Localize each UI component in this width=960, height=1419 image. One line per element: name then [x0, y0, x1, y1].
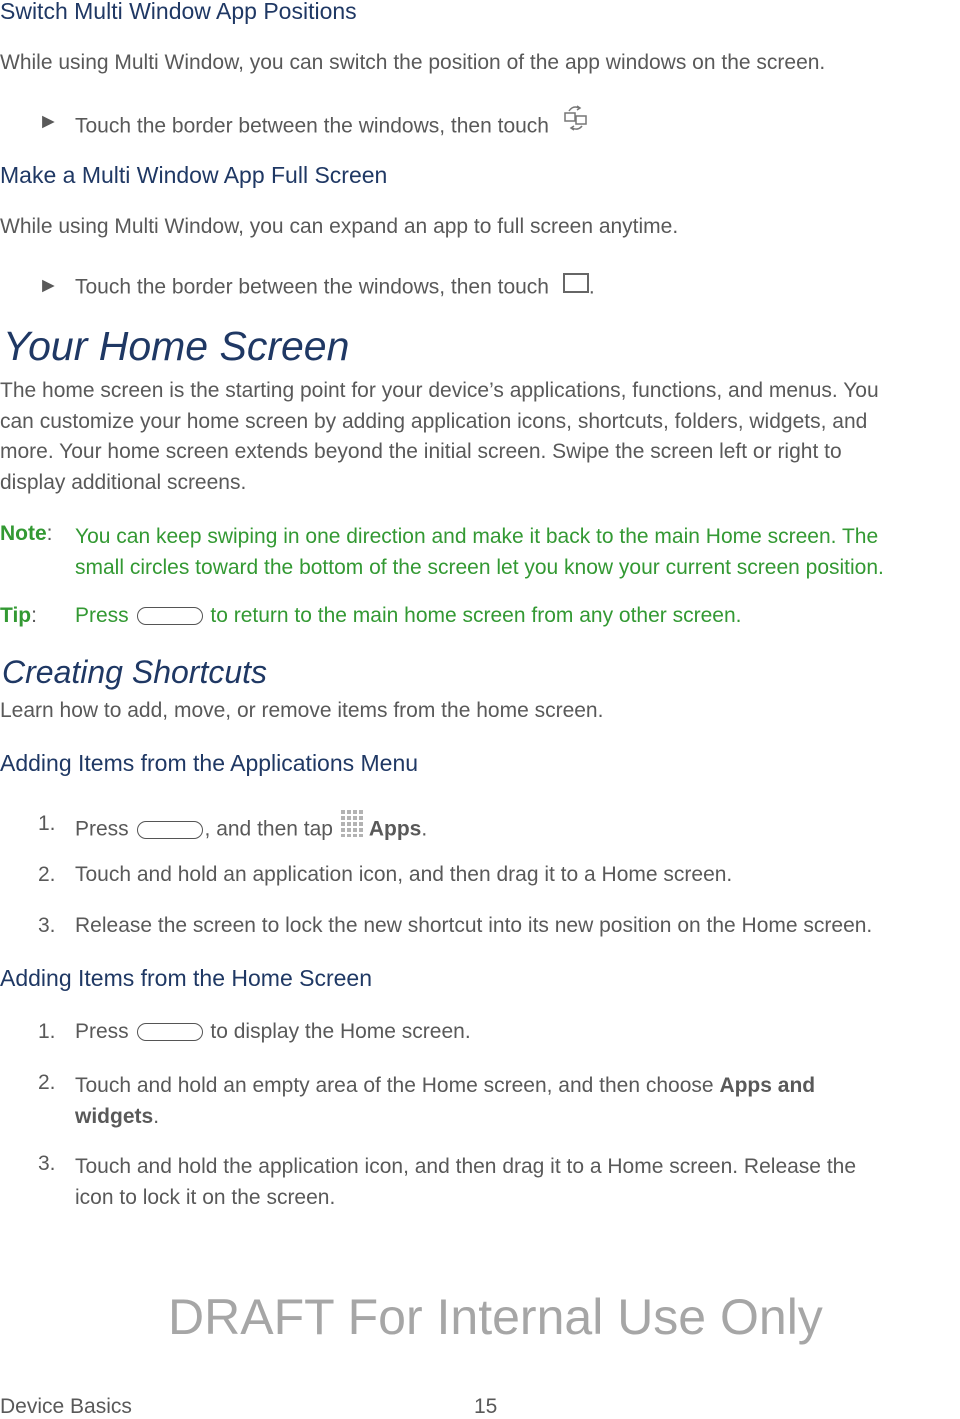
tip-text	[75, 604, 741, 628]
section-title-full-screen: Make a Multi Window App Full Screen	[0, 162, 388, 188]
home-intro	[0, 376, 960, 498]
switch-windows-icon	[563, 104, 589, 138]
step-text: Touch and hold an empty area of the Home screen, and then choose	[75, 1074, 714, 1097]
step-before: Press	[75, 1020, 129, 1043]
home-intro-line: can customize your home screen by adding application icons, shortcuts, folders, widgets, and	[0, 409, 868, 433]
step-number: 2.	[38, 863, 56, 886]
shortcuts-intro: Learn how to add, move, or remove items from the home screen.	[0, 699, 604, 722]
step-number: 1.	[38, 812, 56, 835]
home-intro-line: display additional screens.	[0, 470, 247, 494]
apps-menu-step-3: Release the screen to lock the new shortcut into its new position on the Home screen.	[75, 914, 873, 937]
note-label-wrap	[0, 522, 53, 546]
step-line	[75, 1071, 815, 1102]
page-heading-home-screen: Your Home Screen	[3, 323, 350, 369]
home-intro-line: more. Your home screen extends beyond the initial screen. Swipe the screen left or right to	[0, 440, 842, 463]
step-number: 3.	[38, 1152, 56, 1175]
bullet-switch-positions	[75, 110, 589, 144]
footer-page-number: 15	[474, 1395, 498, 1418]
bullet-text: Touch the border between the windows, then touch	[75, 275, 549, 299]
step-after: .	[421, 817, 428, 841]
tip-label: Tip	[0, 604, 32, 627]
section-heading-shortcuts: Creating Shortcuts	[2, 654, 268, 690]
step-before: Press	[75, 817, 129, 841]
tip-colon: :	[31, 604, 37, 627]
section-intro-switch-positions: While using Multi Window, you can switch the position of the app windows on the screen.	[0, 51, 826, 74]
step-after: to display the Home screen.	[210, 1020, 471, 1043]
bullet-end: .	[588, 275, 595, 299]
draft-watermark: DRAFT For Internal Use Only	[168, 1289, 823, 1345]
apps-grid-icon	[339, 808, 369, 844]
home-intro-line: The home screen is the starting point for your device’s applications, functions, and menus. You	[0, 379, 879, 402]
bullet-text: Touch the border between the windows, then touch	[75, 114, 549, 138]
home-screen-step-1	[75, 1020, 471, 1044]
tip-before: Press	[75, 604, 129, 627]
note-colon: :	[46, 522, 53, 545]
tip-after: to return to the main home screen from any other screen.	[210, 604, 742, 627]
widgets-label: widgets	[75, 1104, 154, 1128]
home-screen-step-3	[75, 1152, 856, 1213]
step-number: 2.	[38, 1071, 56, 1094]
bullet-marker: ►	[38, 274, 59, 297]
subsection-title-home-screen: Adding Items from the Home Screen	[0, 965, 372, 991]
home-screen-step-2	[75, 1071, 815, 1132]
note-line: small circles toward the bottom of the screen let you know your current screen position.	[75, 555, 884, 579]
apps-menu-step-1	[75, 812, 427, 848]
step-line	[75, 1102, 815, 1133]
note-label: Note	[0, 522, 47, 545]
full-screen-icon	[563, 272, 589, 300]
step-line: Touch and hold the application icon, and then drag it to a Home screen. Release the	[75, 1155, 857, 1178]
apps-label: Apps	[368, 817, 422, 841]
tip-label-wrap	[0, 604, 37, 628]
subsection-title-apps-menu: Adding Items from the Applications Menu	[0, 750, 419, 776]
note-line: You can keep swiping in one direction and make it back to the main Home screen. The	[75, 525, 879, 548]
bullet-full-screen	[75, 274, 595, 302]
footer-section-name: Device Basics	[0, 1395, 132, 1418]
home-key-icon	[137, 1023, 203, 1041]
home-key-icon	[137, 821, 203, 839]
apps-menu-step-2: Touch and hold an application icon, and then drag it to a Home screen.	[75, 863, 733, 886]
step-middle: , and then tap	[204, 817, 333, 841]
apps-and-label: Apps and	[719, 1074, 816, 1097]
section-intro-full-screen: While using Multi Window, you can expand an app to full screen anytime.	[0, 215, 679, 238]
step-number: 1.	[38, 1020, 56, 1043]
section-title-switch-positions: Switch Multi Window App Positions	[0, 0, 357, 24]
note-text	[75, 522, 884, 583]
bullet-marker: ►	[38, 110, 59, 133]
step-after: .	[153, 1104, 160, 1128]
step-line: icon to lock it on the screen.	[75, 1185, 336, 1209]
home-key-icon	[137, 607, 203, 625]
step-number: 3.	[38, 914, 56, 937]
